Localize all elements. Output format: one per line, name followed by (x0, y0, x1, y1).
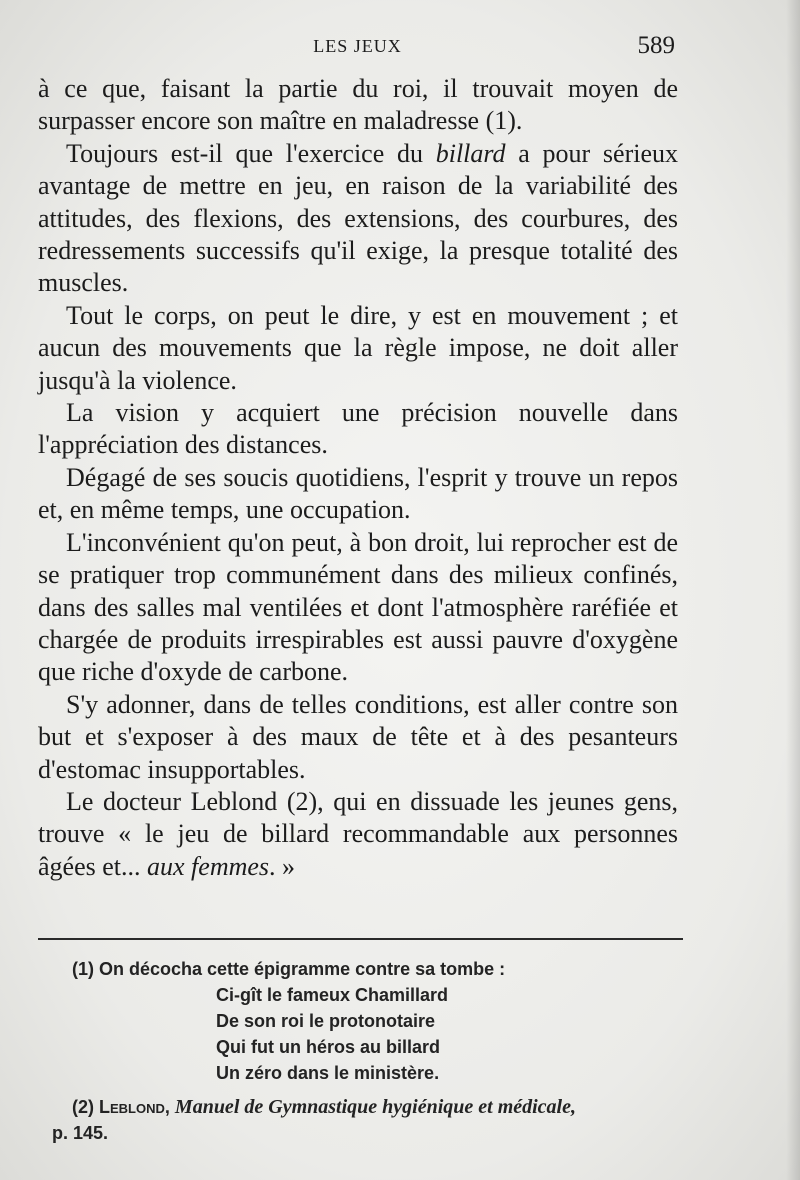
paragraph-2 (38, 138, 678, 300)
footnote-2-author: Leblond, (99, 1097, 170, 1117)
paragraph-6: L'inconvénient qu'on peut, à bon droit, lui reprocher est de se pratiquer trop communément dans des milieux confinés, dans des salles mal ventilées et dont l'atmosphère raréfiée et chargée de produits irrespirables est aussi pauvre d'oxygène que riche d'oxyde de carbone. (38, 527, 678, 687)
footnote-2-title: Manuel de Gymnastique hygiénique et médicale, (174, 1096, 576, 1118)
paragraph-5: Dégagé de ses soucis quotidiens, l'esprit y trouve un repos et, en même temps, une occupation. (38, 462, 678, 525)
body-text (38, 73, 678, 883)
footnote-2 (72, 1094, 692, 1120)
footnote-divider (38, 938, 683, 940)
paragraph-2-start: Toujours est-il que l'exercice du (66, 138, 436, 168)
paragraph-8-emphasis: aux femmes (147, 851, 270, 881)
footnote-2-page: p. 145. (52, 1123, 109, 1143)
epigram-verse (216, 982, 692, 1086)
verse-line: Ci-gît le fameux Chamillard (216, 985, 449, 1005)
paragraph-8 (38, 786, 678, 883)
page-edge-shadow (786, 0, 800, 1180)
running-title: LES JEUX (313, 36, 402, 56)
verse-line: Un zéro dans le ministère. (216, 1063, 440, 1083)
page-header (40, 32, 675, 64)
verse-line: De son roi le protonotaire (216, 1011, 436, 1031)
footnote-2-marker: (2) (72, 1097, 99, 1117)
paragraph-4: La vision y acquiert une précision nouvelle dans l'appréciation des distances. (38, 398, 678, 460)
paragraph-2-emphasis: billard (435, 138, 506, 168)
verse-line: Qui fut un héros au billard (216, 1037, 441, 1057)
paragraph-7: S'y adonner, dans de telles conditions, est aller contre son but et s'exposer à des maux de tête et à des pesanteurs d'estomac insupportables. (38, 689, 678, 784)
paragraph-2-end: a pour sérieux avantage de mettre en jeu, en raison de la variabilité des attitudes, des flexions, des extensions, des courbures, des redressements successifs qu'il exige, la presque totalité des muscles. (38, 138, 678, 298)
footnotes (52, 956, 692, 1146)
paragraph-8-start: Le docteur Leblond (2), qui en dissuade les jeunes gens, trouve « le jeu de billard recommandable aux personnes âgées et... (38, 786, 678, 881)
paragraph-3: Tout le corps, on peut le dire, y est en mouvement ; et aucun des mouvements que la règle impose, ne doit aller jusqu'à la violence. (38, 300, 678, 395)
paragraph-1: à ce que, faisant la partie du roi, il trouvait moyen de surpasser encore son maître en maladresse (1). (38, 74, 678, 136)
page-number: 589 (637, 32, 675, 59)
paragraph-8-end: . » (269, 851, 296, 881)
footnote-1-intro: (1) On décocha cette épigramme contre sa tombe : (72, 959, 506, 979)
